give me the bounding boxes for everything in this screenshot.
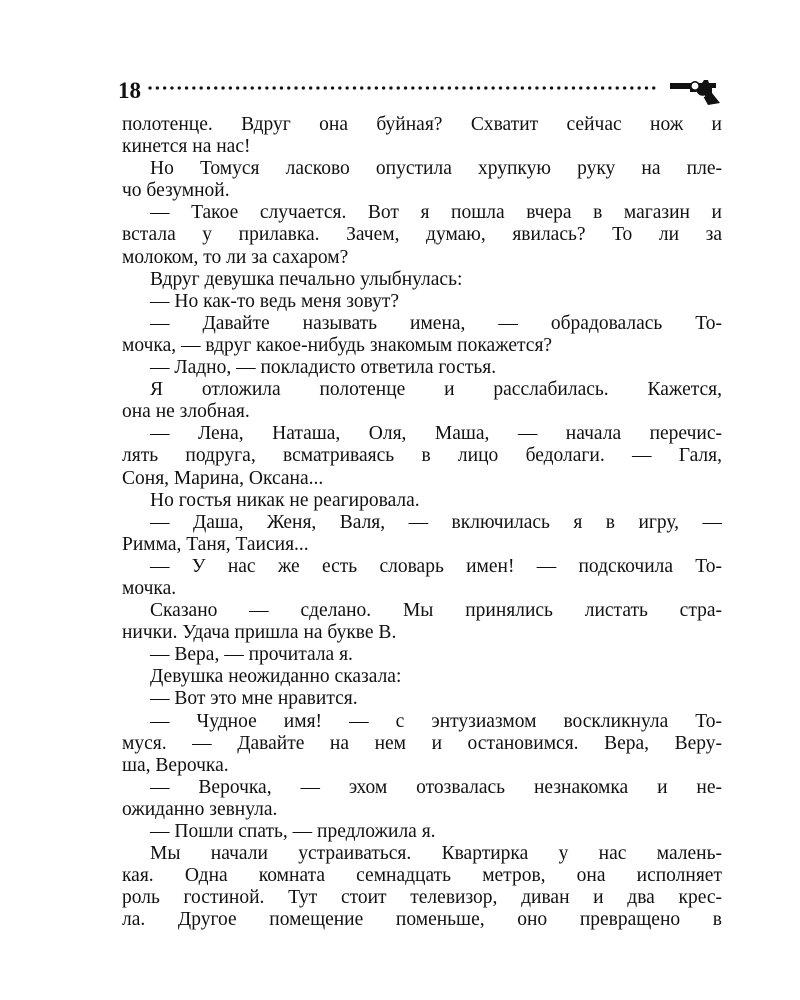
running-head: [118, 74, 722, 108]
text-line: мочка.: [122, 577, 177, 599]
text-line: нички. Удача пришла на букве В.: [122, 622, 397, 644]
text-line: — Пошли спать, — предложила я.: [150, 821, 436, 842]
text-line: — У нас же есть словарь имен! — подскочила То-: [150, 555, 722, 577]
text-line: Вдруг девушка печально улыбнулась:: [150, 268, 463, 290]
dotted-rule: [148, 74, 658, 94]
text-line: молоком, то ли за сахаром?: [122, 246, 349, 268]
text-line: Но Томуся ласково опустила хрупкую руку на пле-: [150, 158, 722, 180]
text-line: ла. Другое помещение поменьше, оно превращено в: [122, 909, 722, 931]
body-text: [122, 114, 722, 931]
text-line: — Такое случается. Вот я пошла вчера в магазин и: [150, 202, 722, 224]
text-line: Мы начали устраиваться. Квартирка у нас малень-: [150, 843, 722, 865]
text-line: — Вот это мне нравится.: [150, 688, 358, 710]
text-line: мочка, — вдруг какое-нибудь знакомым покажется?: [122, 334, 553, 356]
text-line: — Лена, Наташа, Оля, Маша, — начала перечис-: [150, 423, 722, 445]
revolver-icon: [668, 74, 724, 106]
text-line: — Верочка, — эхом отозвалась незнакомка и не-: [150, 776, 722, 798]
text-line: муся. — Давайте на нем и остановимся. Вера, Веру-: [122, 732, 722, 754]
page-number: 18: [118, 78, 141, 103]
text-line: ожиданно зевнула.: [122, 798, 278, 820]
text-line: она не злобная.: [122, 401, 250, 423]
text-line: — Даша, Женя, Валя, — включилась я в игру, —: [150, 511, 722, 533]
text-line: кинется на нас!: [122, 136, 251, 158]
text-line: лять подруга, всматриваясь в лицо бедолаги. — Галя,: [122, 445, 722, 467]
text-line: Девушка неожиданно сказала:: [150, 666, 402, 688]
text-line: — Давайте называть имена, — обрадовалась То-: [150, 312, 722, 334]
text-line: — Чудное имя! — с энтузиазмом воскликнула То-: [150, 710, 722, 732]
text-line: Соня, Марина, Оксана...: [122, 467, 324, 489]
text-line: полотенце. Вдруг она буйная? Схватит сейчас нож и: [122, 114, 722, 135]
text-line: встала у прилавка. Зачем, думаю, явилась? То ли за: [122, 224, 722, 246]
text-line: — Но как-то ведь меня зовут?: [150, 290, 400, 312]
text-line: кая. Одна комната семнадцать метров, она исполняет: [122, 865, 722, 887]
text-line: Но гостья никак не реагировала.: [150, 489, 420, 511]
text-line: — Вера, — прочитала я.: [150, 644, 353, 666]
text-line: Я отложила полотенце и расслабилась. Кажется,: [150, 379, 722, 401]
text-line: ша, Верочка.: [122, 754, 229, 776]
text-line: роль гостиной. Тут стоит телевизор, диван и два крес-: [122, 887, 722, 909]
text-line: Сказано — сделано. Мы принялись листать стра-: [150, 600, 722, 622]
text-line: Римма, Таня, Таисия...: [122, 533, 309, 555]
text-line: чо безумной.: [122, 180, 230, 202]
text-line: — Ладно, — покладисто ответила гостья.: [150, 357, 497, 379]
